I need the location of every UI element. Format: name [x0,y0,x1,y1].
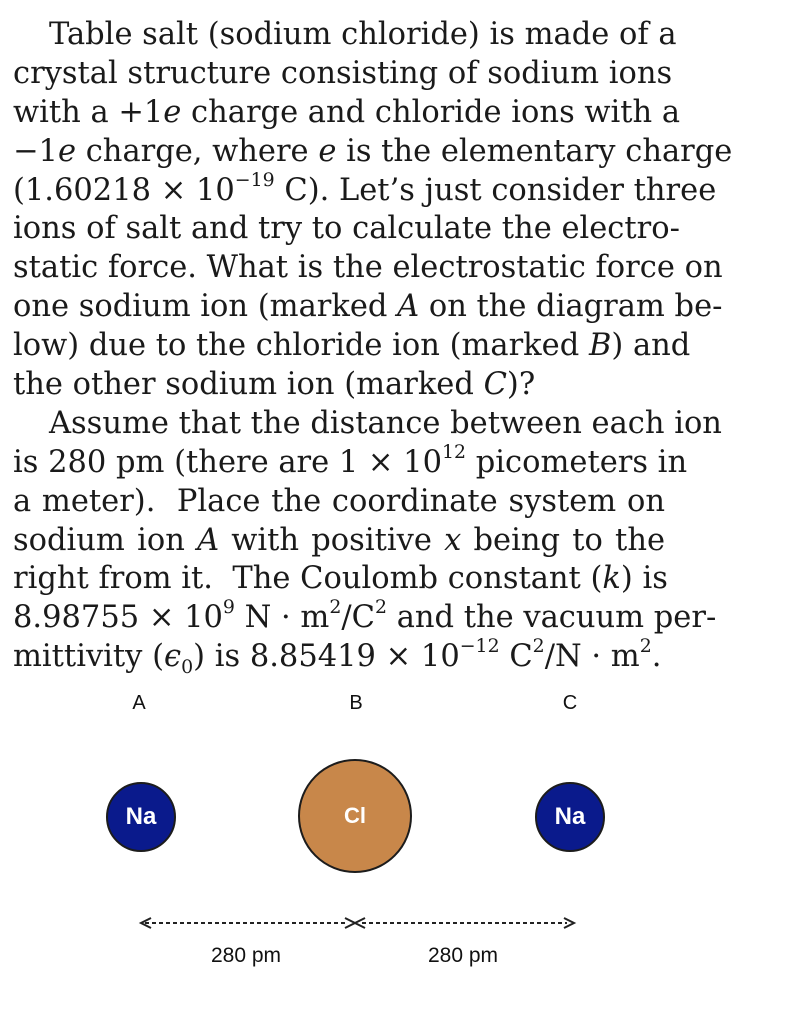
problem-line: with a +1e charge and chloride ions with a [13,94,681,130]
label-a: A [132,692,146,714]
problem-line: Assume that the distance between each ion [49,405,722,441]
problem-line: mittivity $(\epsilon_0)$ is $8.85419 \times 10^{-12}$ $C^2/N \cdot m^2$. [13,635,662,679]
ion-symbol: Cl [344,803,366,828]
label-b: B [349,692,363,714]
problem-line: −1e charge, where e is the elementary charge [13,133,733,169]
problem-text [13,16,733,679]
ion-diagram [0,680,802,1024]
ion-symbol: Na [125,803,157,830]
problem-line: static force. What is the electrostatic force on [13,250,723,286]
ion-symbol: Na [554,803,586,830]
distance-label-bc: 280 pm [427,944,499,967]
distance-arrows [0,680,802,1024]
problem-line: is 280 pm (there are $1 \times 10^{12}$ picometers in [13,440,688,480]
problem-line: the other sodium ion (marked C)? [13,367,536,403]
problem-line: low) due to the chloride ion (marked B) and [13,328,691,364]
problem-line: crystal structure consisting of sodium ions [13,55,673,91]
problem-line: $8.98755 \times 10^9$ $N \cdot m^2/C^2$ and the vacuum per- [13,596,717,636]
problem-line: right from it. The Coulomb constant (k) is [13,561,668,597]
problem-line: sodium ion A with positive x being to the [13,522,666,558]
problem-line: one sodium ion (marked A on the diagram be- [13,289,723,325]
problem-line: ions of salt and try to calculate the electro- [13,211,680,247]
label-c: C [562,692,578,714]
problem-line: Table salt (sodium chloride) is made of a [49,17,677,52]
problem-line: ($1.60218 \times 10^{-19}$ C). Let’s just consider three [13,168,717,208]
problem-line: a meter). Place the coordinate system on [13,483,665,519]
distance-label-ab: 280 pm [210,944,282,967]
